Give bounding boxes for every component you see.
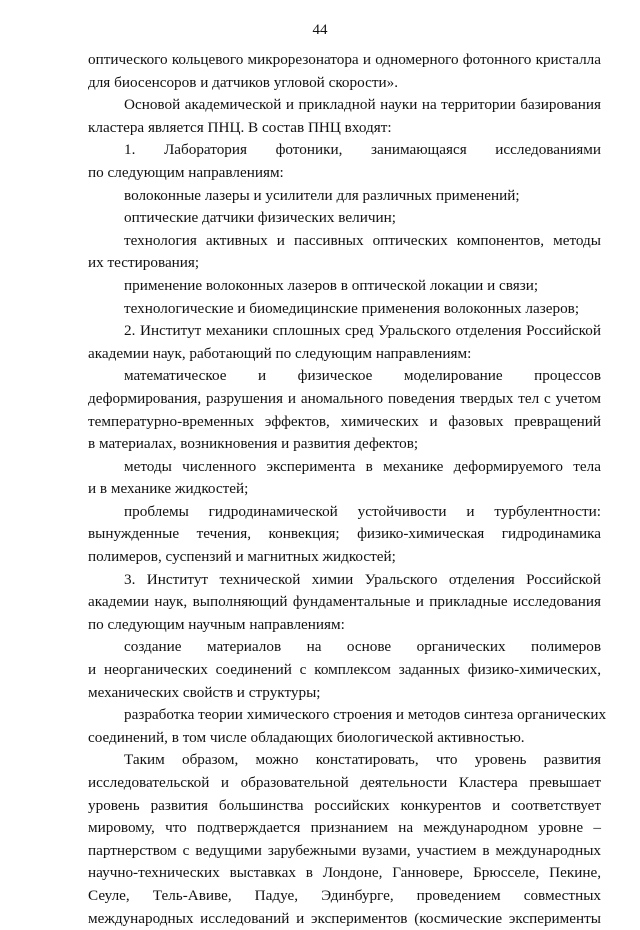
text-line: кластера является ПНЦ. В состав ПНЦ входят:	[88, 118, 392, 136]
text-line: Сеуле, Тель-Авиве, Падуе, Эдинбурге, проведением совместных	[88, 886, 601, 904]
text-line: международных исследований и экспериментов (космические эксперименты	[88, 909, 601, 927]
text-line: оптические датчики физических величин;	[124, 209, 396, 227]
document-body	[88, 49, 607, 930]
text-line: партнерством с ведущими зарубежными вузами, участием в международных	[88, 841, 601, 859]
text-line: соединений, в том числе обладающих биологической активностью.	[88, 728, 525, 746]
text-line: Таким образом, можно констатировать, что уровень развития	[124, 751, 601, 769]
text-line: оптического кольцевого микрорезонатора и одномерного фотонного кристалла	[88, 51, 601, 68]
text-line: научно-технических выставках в Лондоне, Ганновере, Брюсселе, Пекине,	[88, 864, 601, 882]
text-line: применение волоконных лазеров в оптической локации и связи;	[124, 276, 539, 294]
text-line: разработка теории химического строения и методов синтеза органических	[124, 706, 607, 724]
text-line: и неорганических соединений с комплексом заданных физико-химических,	[88, 661, 601, 679]
text-line: полимеров, суспензий и магнитных жидкостей;	[88, 548, 396, 566]
text-line: проблемы гидродинамической устойчивости и турбулентности:	[124, 502, 601, 520]
text-line: мировому, что подтверждается признанием на международном уровне –	[88, 819, 601, 837]
text-line: академии наук, работающий по следующим направлениям:	[88, 344, 472, 362]
text-line: по следующим научным направлениям:	[88, 615, 345, 633]
text-line: 3. Институт технической химии Уральского отделения Российской	[124, 570, 601, 588]
text-line: их тестирования;	[88, 254, 200, 272]
text-line: деформирования, разрушения и аномального поведения твердых тел с учетом	[88, 389, 601, 407]
text-line: технологические и биомедицинские применения волоконных лазеров;	[124, 299, 580, 317]
text-line: методы численного эксперимента в механике деформируемого тела	[124, 457, 601, 475]
text-line: и в механике жидкостей;	[88, 480, 249, 498]
text-line: по следующим направлениям:	[88, 163, 284, 181]
page-number: 44	[312, 22, 328, 38]
text-line: для биосенсоров и датчиков угловой скорости».	[88, 73, 398, 91]
text-line: технология активных и пассивных оптических компонентов, методы	[124, 231, 601, 249]
text-line: механических свойств и структуры;	[88, 683, 321, 701]
text-line: в материалах, возникновения и развития дефектов;	[88, 435, 419, 453]
text-line: вынужденные течения, конвекция; физико-химическая гидродинамика	[88, 525, 601, 543]
text-line: академии наук, выполняющий фундаментальные и прикладные исследования	[88, 593, 601, 611]
text-line: уровень развития большинства российских конкурентов и соответствует	[88, 796, 601, 814]
text-line: Основой академической и прикладной науки на территории базирования	[124, 96, 601, 114]
text-line: волоконные лазеры и усилители для различных применений;	[124, 186, 520, 204]
text-line: математическое и физическое моделирование процессов	[124, 367, 601, 385]
text-line: 1. Лаборатория фотоники, занимающаяся исследованиями	[124, 141, 601, 159]
text-line: 2. Институт механики сплошных сред Уральского отделения Российской	[124, 322, 601, 340]
text-line: исследовательской и образовательной деятельности Кластера превышает	[88, 774, 601, 791]
text-line: температурно-временных эффектов, химических и фазовых превращений	[88, 412, 601, 430]
text-line: создание материалов на основе органических полимеров	[124, 638, 601, 656]
